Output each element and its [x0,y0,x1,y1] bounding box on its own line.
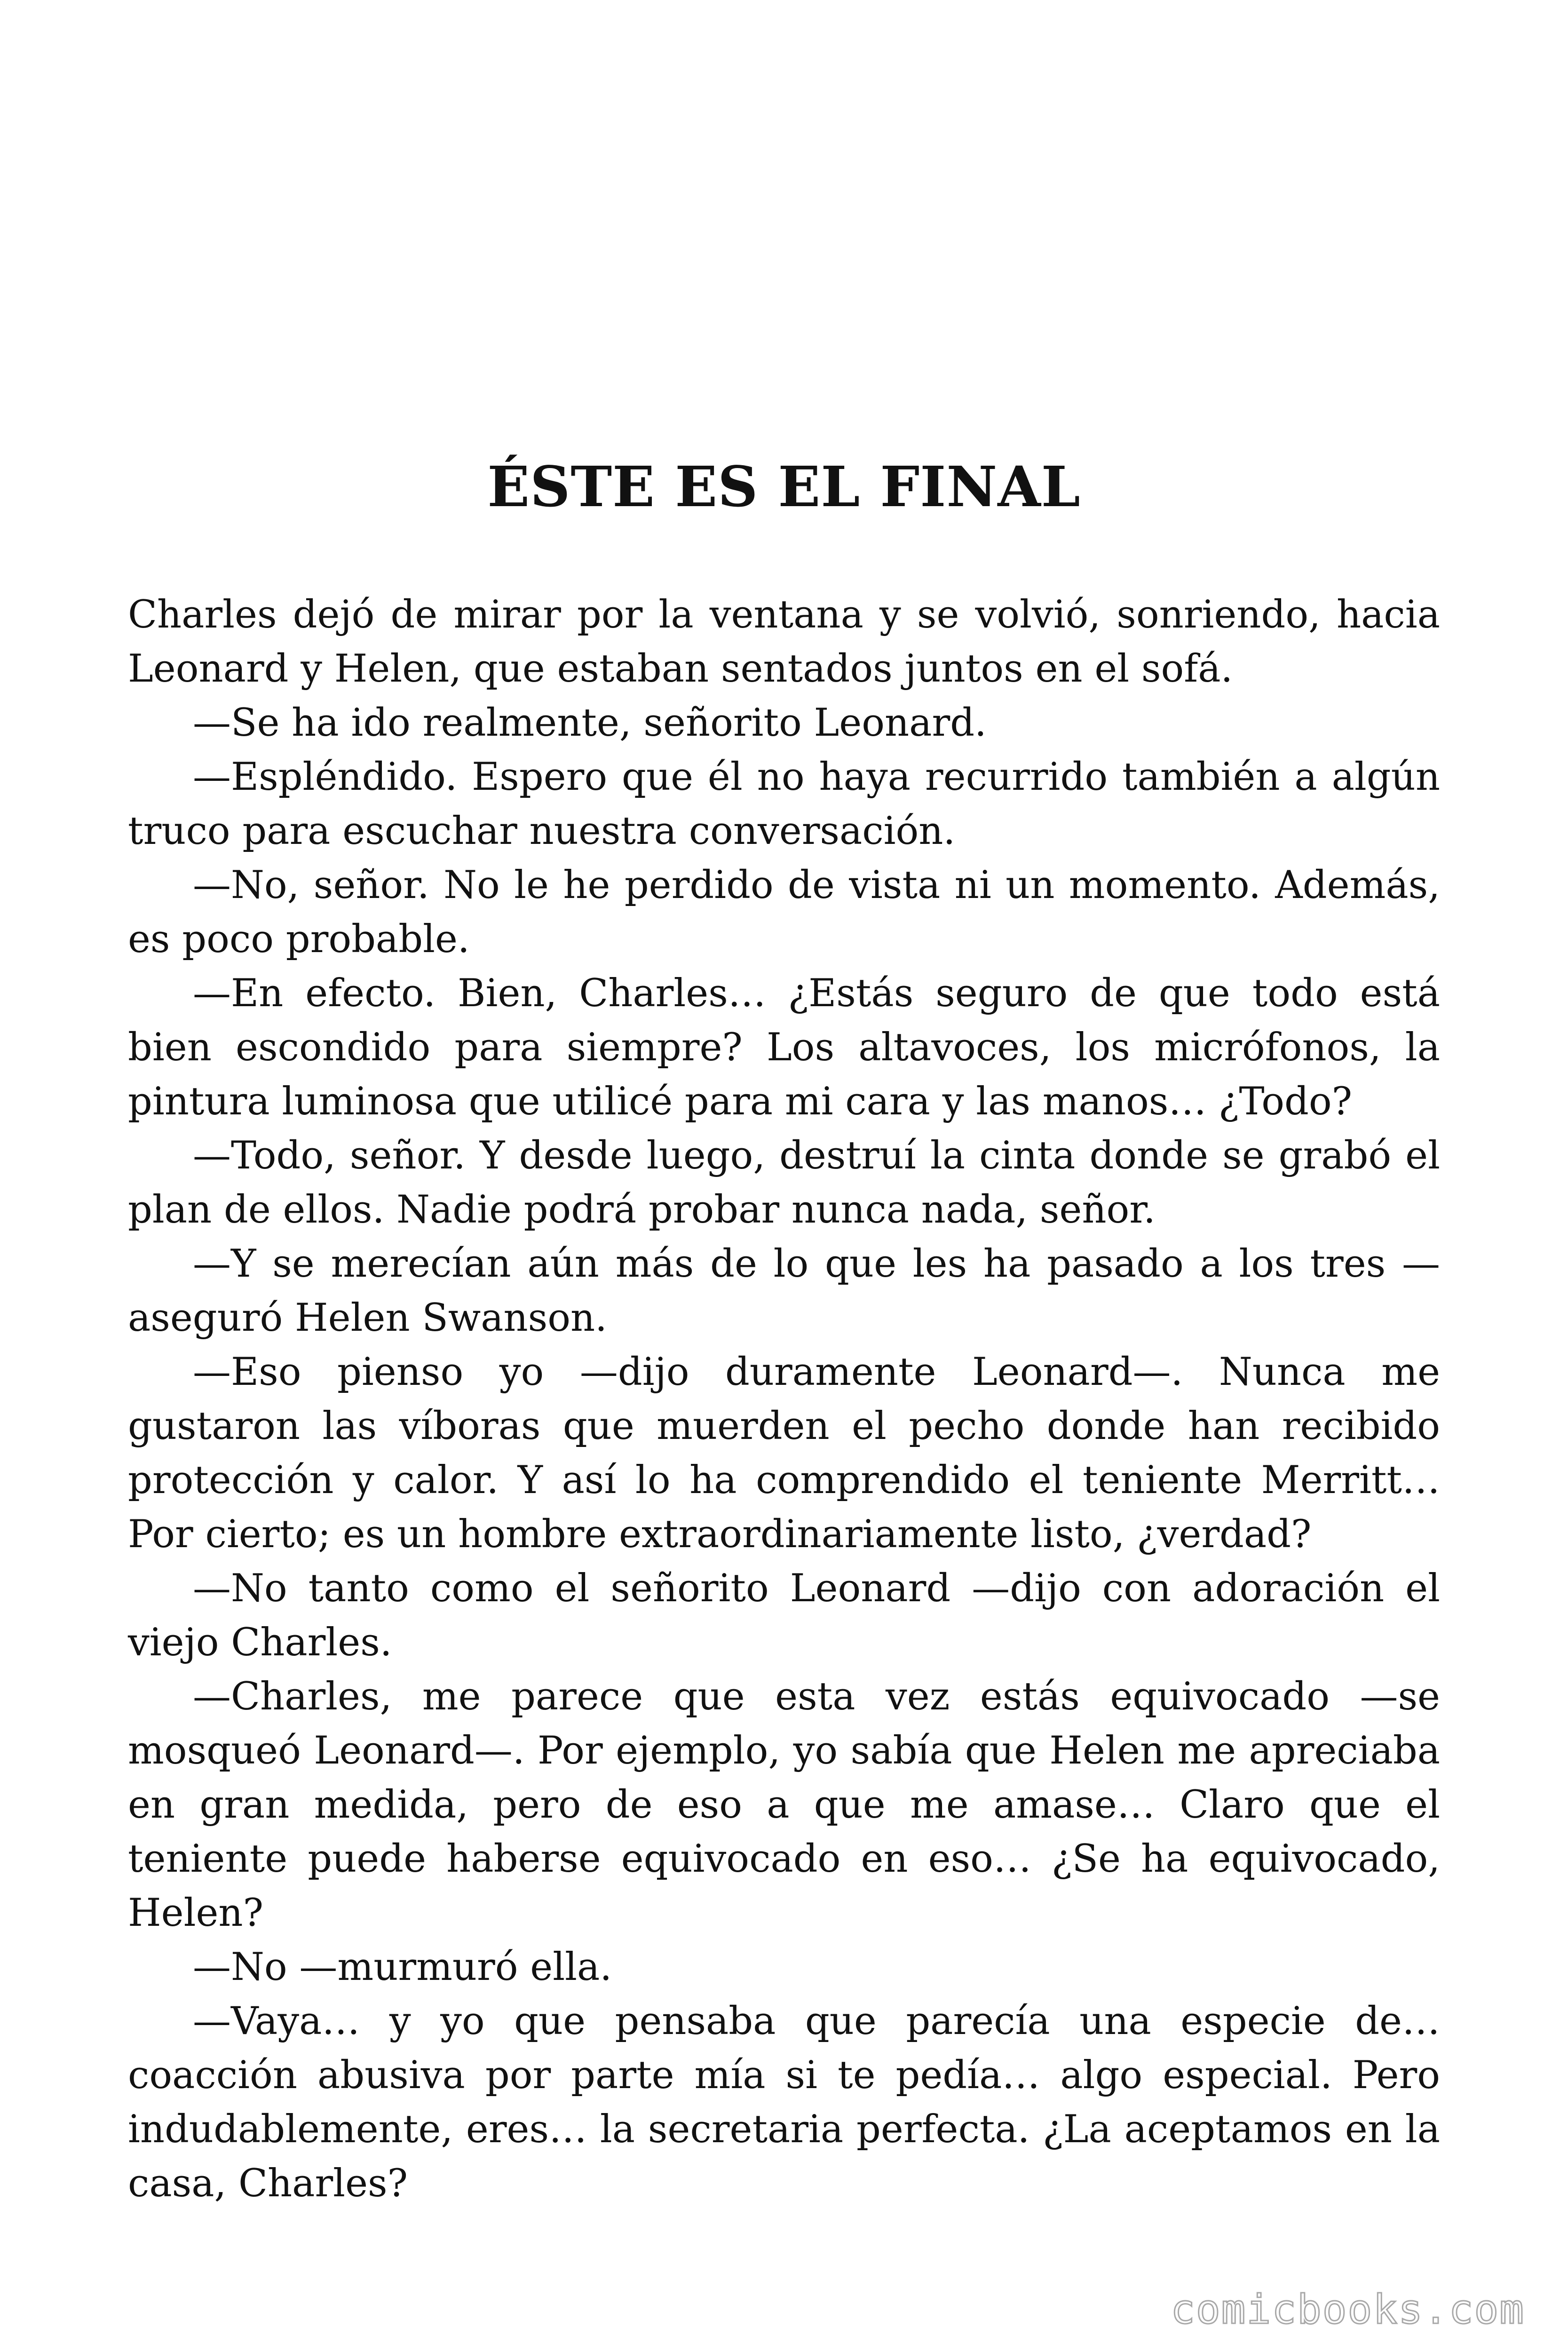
paragraph: —Se ha ido realmente, señorito Leonard. [193,701,987,745]
paragraph: —En efecto. Bien, Charles… ¿Estás seguro de que todo está bien escondido para siempre? Los altavoces, los micrófonos, la pintura luminosa que utilicé para mi cara y las manos… ¿Todo? [128,971,1440,1124]
chapter-title: ÉSTE ES EL FINAL [487,454,1081,519]
paragraph: —Eso pienso yo —dijo duramente Leonard—. Nunca me gustaron las víboras que muerden el pecho donde han recibido protección y calor. Y así lo ha comprendido el teniente Merritt… Por cierto; es un hombre extraordinariamente listo, ¿verdad? [128,1350,1440,1557]
watermark: comicbooks.com [1171,2286,1525,2333]
paragraph: —No, señor. No le he perdido de vista ni un momento. Además, es poco probable. [128,863,1440,961]
paragraph: —Vaya… y yo que pensaba que parecía una especie de… coacción abusiva por parte mía si te pedía… algo especial. Pero indudablemente, eres… la secretaria perfecta. ¿La aceptamos en la casa, Charles? [128,1999,1440,2206]
paragraph: —Todo, señor. Y desde luego, destruí la cinta donde se grabó el plan de ellos. Nadie podrá probar nunca nada, señor. [128,1134,1440,1232]
paragraph: —No tanto como el señorito Leonard —dijo con adoración el viejo Charles. [128,1566,1440,1665]
paragraph: —No —murmuró ella. [193,1945,612,1989]
paragraph: —Y se merecían aún más de lo que les ha pasado a los tres —aseguró Helen Swanson. [128,1242,1440,1340]
paragraph: Charles dejó de mirar por la ventana y se volvió, sonriendo, hacia Leonard y Helen, que estaban sentados juntos en el sofá. [128,593,1440,691]
chapter-body [128,588,1440,2211]
paragraph: —Espléndido. Espero que él no haya recurrido también a algún truco para escuchar nuestra conversación. [128,755,1440,853]
paragraph: —Charles, me parece que esta vez estás equivocado —se mosqueó Leonard—. Por ejemplo, yo sabía que Helen me apreciaba en gran medida, pero de eso a que me amase… Claro que el teniente puede haberse equivocado en eso… ¿Se ha equivocado, Helen? [128,1675,1440,1935]
